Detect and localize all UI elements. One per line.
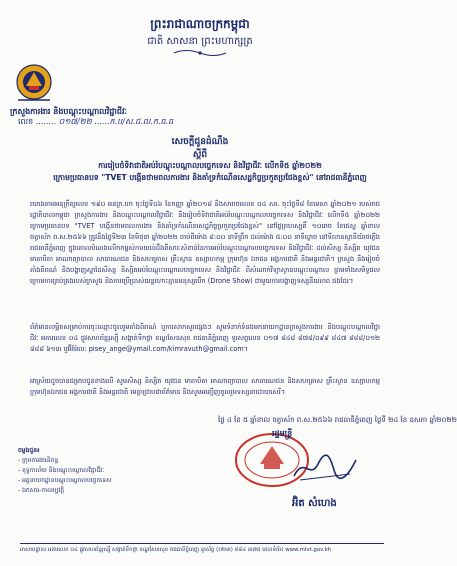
subject-line-2: ក្រោមប្រធានបទ "TVET បង្កើនថាមពលការងារ និងគាំទ្រកំណើនសេដ្ឋកិច្ចប្រកួតប្រជែងខ្ពស់" នៅរាជធានីភ្នំពេញ [53, 173, 367, 182]
notice-title: សេចក្តីជូនដំណឹង [171, 137, 229, 147]
ministry-logo [10, 62, 58, 106]
body-paragraph-1: យោងតាមអនុក្រឹត្យលេខ ១៩០ អនក្រ.បក ចុះថ្ងៃទី០៦ ខែកញ្ញា ឆ្នាំ២០១៨ និងសារាចរលេខ ០៤ សរ. ចុះថ្ងៃទី៨ ខែមេសា ឆ្នាំ២០២១ របស់រាជរដ្ឋាភិបាលកម្ពុជា ក្រសួងការងារ និងបណ្តុះបណ្តាលវិជ្ជាជីវៈ នឹងរៀបចំទិវាជាតិអប់រំបណ្តុះបណ្តាលបច្ចេកទេស និងវិជ្ជាជីវៈ លើកទី៥ ឆ្នាំ២០២២ ក្រោមប្រធានបទ "TVET បង្កើនថាមពលការងារ និងគាំទ្រកំណើនសេដ្ឋកិច្ចប្រកួតប្រជែងខ្ពស់" នៅថ្ងៃព្រហស្បតិ៍ ១០រោច ខែជេស្ឋ ឆ្នាំខាល ចត្វាស័ក ព.ស.២៥៦៦ ត្រូវនឹងថ្ងៃទី២៣ ខែមិថុនា ឆ្នាំ២០២២ ចាប់ពីម៉ោង ៨:០០ នាទីព្រឹក ដល់ម៉ោង ៥:០០ នាទីល្ងាច នៅទីលានស្ថានីយ៍រថភ្លើង រាជធានីភ្នំពេញ ក្នុងគោលបំណងលើកកម្ពស់ការយល់ដឹងពីសារៈសំខាន់នៃការអប់រំបណ្តុះបណ្តាលបច្ចេកទេស និងវិជ្ជាជីវៈ ដល់សិស្ស និស្សិត យុវជន មាតាបិតា អាណាព្យាបាល សាធារណជន និងសហគ្រាស គ្រឹះស្ថាន ឧស្សាហកម្ម ក្រុមហ៊ុន ឯកជន អង្គការជាតិ និងអន្តរជាតិ។ ក្រសួង នឹងរៀបចំតាំងពិពណ៌ និងបង្ហាញស្នាដៃសិស្ស និស្សិតអប់រំបណ្តុះបណ្តាលបច្ចេកទេស និងវិជ្ជាជីវៈ ពីសំណាក់វិទ្យាស្ថានបណ្តុះបណ្តាល ព្រមទាំងសមិទ្ធផល ក្រោមការគ្រប់គ្រងរបស់ក្រសួង និងការប្រើប្រាស់យន្តហោះគ្មានមនុស្សបើក (Drone Show) ជាមួយការបង្ហាញទស្សនីយភាព ផងដែរ។ [30, 200, 380, 285]
body-paragraph-3: អាស្រ័យដូចបានជម្រាបជូនខាងលើ សូមសិស្ស និស្សិត យុវជន មាតាបិតា អាណាព្យាបាល សាធារណជន និងសហគ្រាស គ្រឹះស្ថាន ឧស្សាហកម្ម ក្រុមហ៊ុនឯកជន អង្គការជាតិ និងអន្តរជាតិ មេត្តាជ្រាបជាព័ត៌មាន និងសូមអញ្ជើញចូលរួមទស្សនាដោយសេរី។ [30, 377, 380, 396]
ornament-divider [172, 48, 228, 58]
recipient-item: - ឯកសារ-កាលប្បវត្តិ [18, 487, 65, 494]
signatory-title: រដ្ឋមន្ត្រី [272, 429, 293, 438]
national-motto: ជាតិ សាសនា ព្រះមហាក្សត្រ [147, 36, 253, 47]
handwritten-signature [290, 450, 360, 486]
reference-value: ០១៧/២២ ......ក.ប/ស.ជ.ល.ក.ធ.ធ [58, 117, 174, 126]
reference-number [18, 116, 173, 128]
reference-label: លេខ ........ [18, 117, 57, 126]
signature-date: ថ្ងៃ ៤ ខែ ៥ ឆ្នាំខាល ចត្វាស័ក ព.ស.២៥៦៦ រាជធានីភ្នំពេញ ថ្ងៃទី ២៤ ខែ ឧសភា ឆ្នាំ២០២២ [218, 416, 457, 424]
ministry-name: ក្រសួងការងារ និងបណ្តុះបណ្តាលវិជ្ជាជីវៈ [10, 107, 127, 116]
subject-line-1: ការរៀបចំទិវាជាតិអប់រំបណ្តុះបណ្តាលបច្ចេកទេស និងវិជ្ជាជីវៈ លើកទី៥ ឆ្នាំ២០២២ [98, 161, 322, 170]
footer-address: អាសយដ្ឋាន៖ អគារលេខ ០៤ ផ្លូវសហព័ន្ធរុស្ស៊ី សង្កាត់ទឹកថ្លា ខណ្ឌសែនសុខ រាជធានីភ្នំពេញ ទូរស័ព្ទ (០២៣) ៨៨៤ ៣៧៥ គេហទំព័រ៖ www.mlvt.gov.kh [20, 547, 332, 553]
recipients-title: ចម្លងជូន៖ [18, 447, 40, 454]
recipient-item: - ក្រុមការងារនិពន្ធ [18, 457, 59, 464]
recipient-item: - ខុទ្ទកាល័យ និងបណ្តុះបណ្តាលវិជ្ជាជីវៈ [18, 467, 105, 474]
kingdom-heading: ព្រះរាជាណាចក្រកម្ពុជា [150, 17, 250, 31]
recipient-item: - អគ្គនាយកដ្ឋានបណ្តុះបណ្តាលបច្ចេកទេស [18, 477, 112, 484]
body-paragraph-2: ព័ត៌មានលម្អិតសម្រាប់ការចុះឈ្មោះចូលរួមតាំងពិពណ៌ ឬការសាកសួរផ្សេងៗ សូមទំនាក់ទំនងមកនាយកដ្ឋានក្រសួងការងារ និងបណ្តុះបណ្តាលវិជ្ជាជីវៈ អគារលេខ ០៤ ផ្លូវសហព័ន្ធរុស្ស៊ី សង្កាត់ទឹកថ្លា ខណ្ឌសែនសុខ រាជធានីភ្នំពេញ ទូរសព្ទលេខ ០១៧ ៨៤៨ ៨៧៨/០៩៩ ៨៤៧ ៨៨៨/០១២ ៨៨៨ ៦១៣ ឬអ៊ីម៉ែល: pisey_ange@ymail.com/kimravuth@gmail.com។ [30, 323, 380, 353]
notice-subject [30, 160, 390, 184]
notice-about: ស្តីពី [192, 150, 208, 160]
footer-divider [20, 543, 384, 544]
signatory-name: អ៊ិត សំហេង [292, 498, 337, 509]
recipients-list [18, 446, 112, 496]
